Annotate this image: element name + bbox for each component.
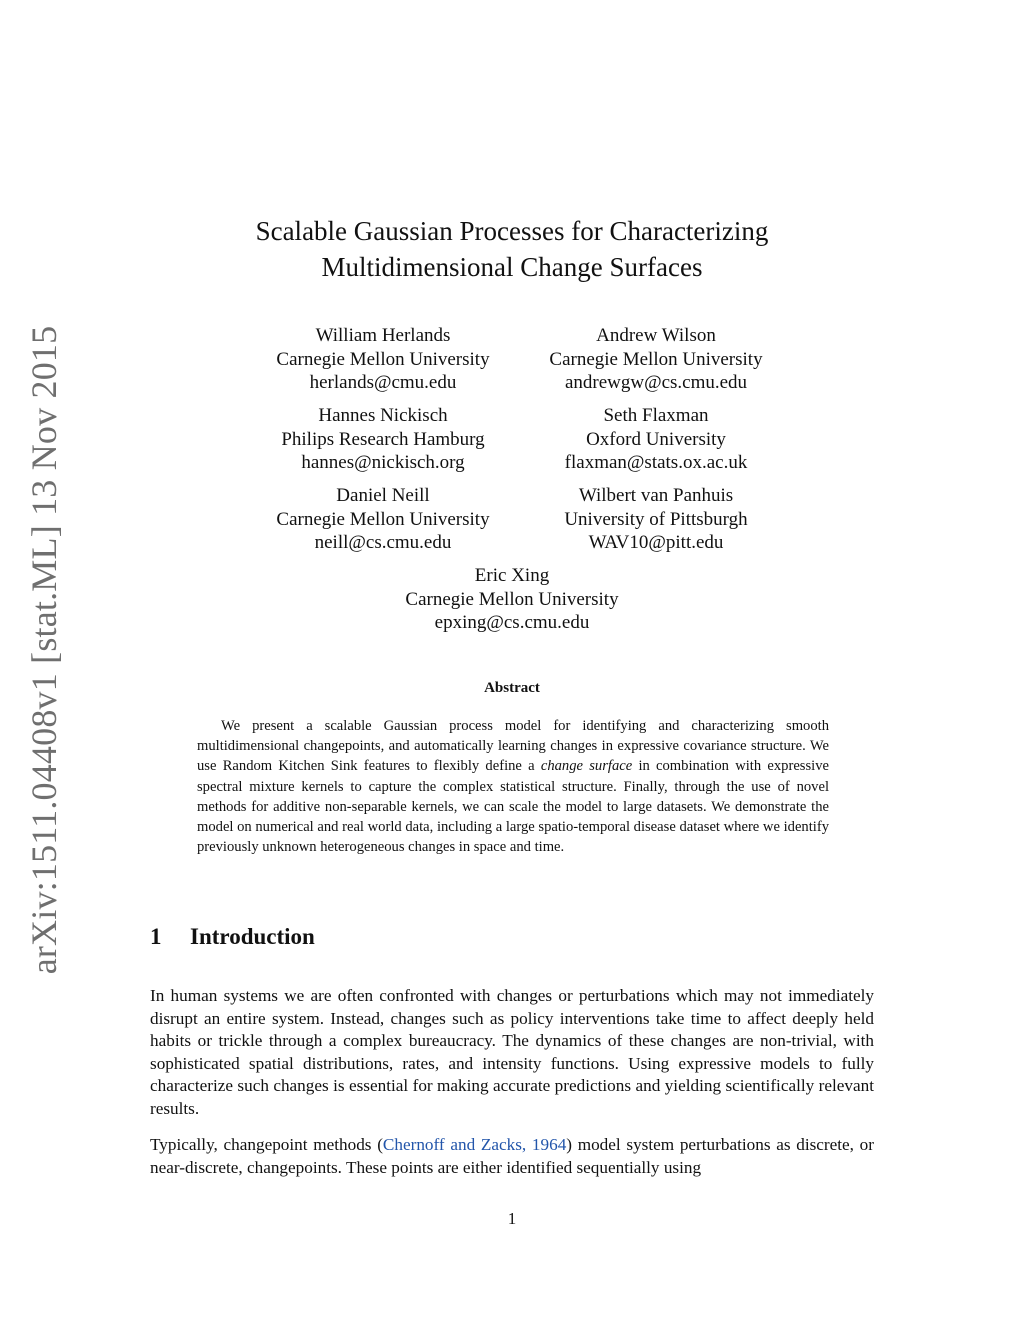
author-name: Hannes Nickisch [318, 405, 448, 426]
title-line-2: Multidimensional Change Surfaces [321, 252, 703, 282]
author-affiliation: Philips Research Hamburg [281, 428, 485, 450]
author-email: neill@cs.cmu.edu [314, 532, 452, 553]
citation-authors: Chernoff and Zacks [382, 1135, 522, 1154]
author-affiliation: Carnegie Mellon University [276, 348, 490, 370]
paragraph-text-part: ) model system perturbations as discrete, or near-discrete, changepoints. These points are either identified sequentially using [150, 1135, 874, 1177]
author-name: Eric Xing [474, 565, 550, 586]
author-affiliation: Oxford University [586, 428, 726, 450]
abstract-heading: Abstract [484, 680, 540, 696]
paragraph-text-part: Typically, changepoint methods ( [150, 1135, 383, 1154]
section-number: 1 [150, 924, 162, 949]
intro-paragraph-1: In human systems we are often confronted with changes or perturbations which may not immediately disrupt an entire system. Instead, changes such as policy interventions take time to affect deeply held habits or trickle through a complex bureaucracy. The dynamics of these changes are non-trivial, with sophisticated spatial distributions, rates, and intensity functions. Using expressive models to fully characterize such changes is essential for making accurate predictions and yielding scientifically relevant results. [150, 986, 874, 1118]
abstract-emphasis: change surface [540, 758, 633, 775]
citation-separator: , [521, 1135, 532, 1154]
abstract-text [197, 716, 829, 857]
author-block [506, 324, 806, 395]
page-number: 1 [507, 1209, 517, 1228]
author-affiliation: Carnegie Mellon University [405, 588, 619, 610]
paper-title [0, 213, 1024, 285]
author-affiliation: University of Pittsburgh [564, 508, 748, 530]
section-heading [150, 924, 315, 950]
author-block [233, 324, 533, 395]
author-email: WAV10@pitt.edu [588, 532, 724, 553]
author-email: flaxman@stats.ox.ac.uk [564, 452, 748, 473]
citation-link[interactable] [383, 1135, 566, 1154]
author-affiliation: Carnegie Mellon University [549, 348, 763, 370]
author-block [506, 404, 806, 475]
author-block [233, 484, 533, 555]
intro-paragraph-2 [150, 1134, 874, 1179]
author-block [506, 484, 806, 555]
author-block [233, 404, 533, 475]
author-email: epxing@cs.cmu.edu [434, 612, 590, 633]
author-name: Wilbert van Panhuis [578, 485, 734, 506]
author-email: herlands@cmu.edu [309, 372, 457, 393]
section-title: Introduction [190, 924, 315, 949]
abstract-text-part: in combination with expressive spectral mixture kernels to capture the complex statistical structure. Finally, through the use of novel methods for additive non-separable kernels, we can scale the model to large datasets. We demonstrate the model on numerical and real world data, including a large spatio-temporal disease dataset where we identify previously unknown heterogeneous changes in space and time. [197, 758, 829, 856]
author-name: Seth Flaxman [603, 405, 709, 426]
author-block [362, 564, 662, 635]
arxiv-identifier: arXiv:1511.04408v1 [stat.ML] 13 Nov 2015 [24, 325, 64, 975]
author-name: William Herlands [315, 325, 451, 346]
citation-year: 1964 [531, 1135, 567, 1154]
author-email: andrewgw@cs.cmu.edu [564, 372, 748, 393]
abstract-text-part: We present a scalable Gaussian process model for identifying and characterizing smooth multidimensional changepoints, and automatically learning changes in expressive covariance structure. We use Random Kitchen Sink features to flexibly define a [197, 718, 829, 775]
title-line-1: Scalable Gaussian Processes for Characterizing [255, 216, 769, 246]
author-affiliation: Carnegie Mellon University [276, 508, 490, 530]
author-name: Andrew Wilson [596, 325, 716, 346]
author-name: Daniel Neill [336, 485, 430, 506]
author-email: hannes@nickisch.org [301, 452, 465, 473]
